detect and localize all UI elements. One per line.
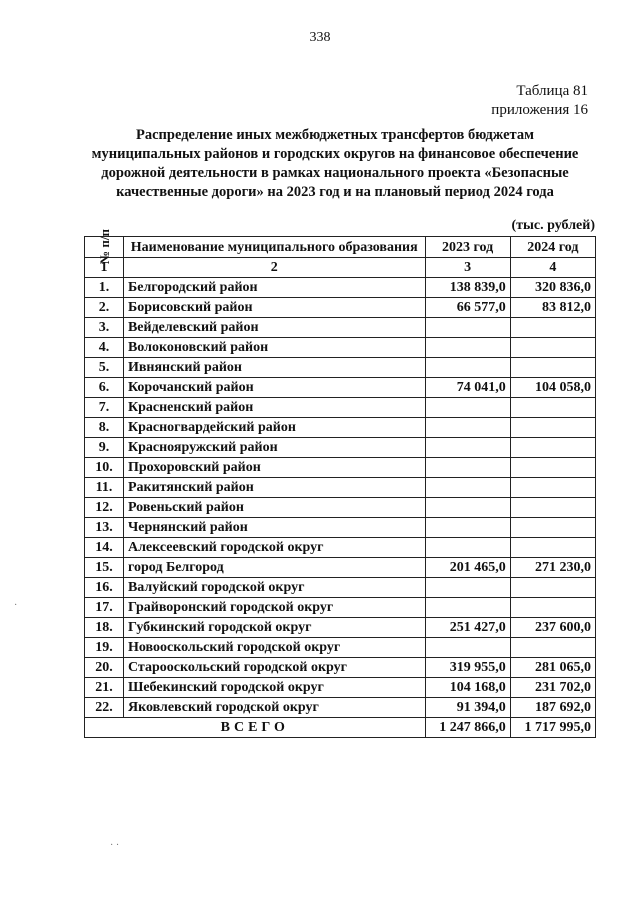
- row-value-2023: 66 577,0: [425, 298, 510, 318]
- row-name: Чернянский район: [123, 518, 425, 538]
- row-number: 15.: [85, 558, 124, 578]
- table-row: [85, 618, 596, 638]
- row-name: Старооскольский городской округ: [123, 658, 425, 678]
- total-row: [85, 718, 596, 738]
- row-value-2024: [510, 518, 595, 538]
- row-number: 1.: [85, 278, 124, 298]
- row-value-2024: [510, 498, 595, 518]
- row-value-2023: [425, 418, 510, 438]
- column-index-row: [85, 258, 596, 278]
- row-number: 17.: [85, 598, 124, 618]
- header-name: Наименование муниципального образования: [123, 237, 425, 258]
- row-value-2024: [510, 398, 595, 418]
- row-number: 7.: [85, 398, 124, 418]
- row-value-2024: 281 065,0: [510, 658, 595, 678]
- row-number: 22.: [85, 698, 124, 718]
- table-row: [85, 458, 596, 478]
- row-name: Красненский район: [123, 398, 425, 418]
- row-value-2024: 104 058,0: [510, 378, 595, 398]
- row-value-2023: 251 427,0: [425, 618, 510, 638]
- row-value-2023: [425, 598, 510, 618]
- row-name: Алексеевский городской округ: [123, 538, 425, 558]
- table-row: [85, 378, 596, 398]
- row-value-2023: [425, 518, 510, 538]
- title-line: Распределение иных межбюджетных трансфертов бюджетам: [136, 127, 534, 143]
- table-reference: [491, 82, 588, 120]
- row-number: 21.: [85, 678, 124, 698]
- row-value-2023: [425, 318, 510, 338]
- row-value-2023: [425, 478, 510, 498]
- total-2024: 1 717 995,0: [510, 718, 595, 738]
- row-value-2023: [425, 638, 510, 658]
- row-name: Губкинский городской округ: [123, 618, 425, 638]
- column-index: 3: [425, 258, 510, 278]
- row-number: 5.: [85, 358, 124, 378]
- row-value-2024: 237 600,0: [510, 618, 595, 638]
- row-name: Волоконовский район: [123, 338, 425, 358]
- row-name: Белгородский район: [123, 278, 425, 298]
- table-row: [85, 478, 596, 498]
- row-name: Вейделевский район: [123, 318, 425, 338]
- row-value-2024: 320 836,0: [510, 278, 595, 298]
- table-row: [85, 598, 596, 618]
- row-value-2024: [510, 358, 595, 378]
- total-label: ВСЕГО: [85, 718, 426, 738]
- header-2023: 2023 год: [425, 237, 510, 258]
- table-row: [85, 538, 596, 558]
- row-name: Шебекинский городской округ: [123, 678, 425, 698]
- table-row: [85, 398, 596, 418]
- row-value-2023: [425, 578, 510, 598]
- title-line: качественные дороги» на 2023 год и на плановый период 2024 года: [116, 184, 554, 200]
- row-number: 16.: [85, 578, 124, 598]
- row-name: город Белгород: [123, 558, 425, 578]
- row-value-2024: [510, 578, 595, 598]
- row-number: 10.: [85, 458, 124, 478]
- table-ref-line2: приложения 16: [491, 102, 588, 118]
- row-number: 12.: [85, 498, 124, 518]
- row-value-2023: [425, 398, 510, 418]
- row-number: 3.: [85, 318, 124, 338]
- row-name: Грайворонский городской округ: [123, 598, 425, 618]
- row-name: Прохоровский район: [123, 458, 425, 478]
- row-value-2023: 74 041,0: [425, 378, 510, 398]
- row-value-2024: [510, 538, 595, 558]
- row-value-2024: [510, 318, 595, 338]
- title-line: муниципальных районов и городских округов на финансовое обеспечение: [91, 146, 579, 162]
- table-header-row: [85, 237, 596, 258]
- row-number: 14.: [85, 538, 124, 558]
- row-value-2023: [425, 438, 510, 458]
- row-value-2023: [425, 538, 510, 558]
- title-line: дорожной деятельности в рамках национального проекта «Безопасные: [101, 165, 569, 181]
- row-value-2024: [510, 598, 595, 618]
- row-value-2024: 231 702,0: [510, 678, 595, 698]
- column-index: 2: [123, 258, 425, 278]
- table-row: [85, 698, 596, 718]
- table-row: [85, 338, 596, 358]
- table-ref-line1: Таблица 81: [516, 83, 588, 99]
- scan-speck: · ·: [110, 840, 120, 851]
- row-value-2024: 271 230,0: [510, 558, 595, 578]
- table-row: [85, 278, 596, 298]
- row-name: Корочанский район: [123, 378, 425, 398]
- row-number: 4.: [85, 338, 124, 358]
- table-row: [85, 638, 596, 658]
- row-number: 6.: [85, 378, 124, 398]
- row-value-2023: [425, 458, 510, 478]
- row-number: 13.: [85, 518, 124, 538]
- row-value-2024: [510, 438, 595, 458]
- scan-speck: ·: [14, 600, 18, 611]
- row-number: 11.: [85, 478, 124, 498]
- table-row: [85, 678, 596, 698]
- row-number: 19.: [85, 638, 124, 658]
- table-row: [85, 438, 596, 458]
- table-row: [85, 418, 596, 438]
- row-name: Ракитянский район: [123, 478, 425, 498]
- table-row: [85, 558, 596, 578]
- row-value-2023: [425, 358, 510, 378]
- row-value-2023: 201 465,0: [425, 558, 510, 578]
- total-2023: 1 247 866,0: [425, 718, 510, 738]
- header-num-label: № п/п: [96, 229, 112, 264]
- row-value-2023: 104 168,0: [425, 678, 510, 698]
- row-value-2024: [510, 418, 595, 438]
- table-row: [85, 518, 596, 538]
- row-name: Ивнянский район: [123, 358, 425, 378]
- row-value-2023: 319 955,0: [425, 658, 510, 678]
- row-value-2024: [510, 458, 595, 478]
- row-number: 20.: [85, 658, 124, 678]
- header-num: [85, 229, 124, 264]
- row-value-2023: [425, 498, 510, 518]
- row-name: Новооскольский городской округ: [123, 638, 425, 658]
- row-value-2023: 91 394,0: [425, 698, 510, 718]
- row-value-2024: 187 692,0: [510, 698, 595, 718]
- table-row: [85, 498, 596, 518]
- row-name: Борисовский район: [123, 298, 425, 318]
- row-value-2023: [425, 338, 510, 358]
- row-name: Валуйский городской округ: [123, 578, 425, 598]
- page-number: 338: [309, 30, 331, 45]
- row-value-2024: [510, 478, 595, 498]
- row-value-2024: 83 812,0: [510, 298, 595, 318]
- table-row: [85, 298, 596, 318]
- distribution-table: [84, 229, 596, 738]
- row-name: Красногвардейский район: [123, 418, 425, 438]
- column-index: 4: [510, 258, 595, 278]
- row-number: 2.: [85, 298, 124, 318]
- row-value-2024: [510, 338, 595, 358]
- row-name: Яковлевский городской округ: [123, 698, 425, 718]
- row-name: Ровеньский район: [123, 498, 425, 518]
- table-body: [85, 278, 596, 718]
- table-row: [85, 318, 596, 338]
- row-value-2024: [510, 638, 595, 658]
- table-row: [85, 658, 596, 678]
- row-value-2023: 138 839,0: [425, 278, 510, 298]
- row-name: Краснояружский район: [123, 438, 425, 458]
- document-title: [70, 126, 600, 202]
- row-number: 18.: [85, 618, 124, 638]
- column-index: 1: [85, 258, 124, 278]
- header-2024: 2024 год: [510, 237, 595, 258]
- row-number: 9.: [85, 438, 124, 458]
- table-row: [85, 358, 596, 378]
- table-row: [85, 578, 596, 598]
- row-number: 8.: [85, 418, 124, 438]
- units-label: (тыс. рублей): [511, 218, 595, 233]
